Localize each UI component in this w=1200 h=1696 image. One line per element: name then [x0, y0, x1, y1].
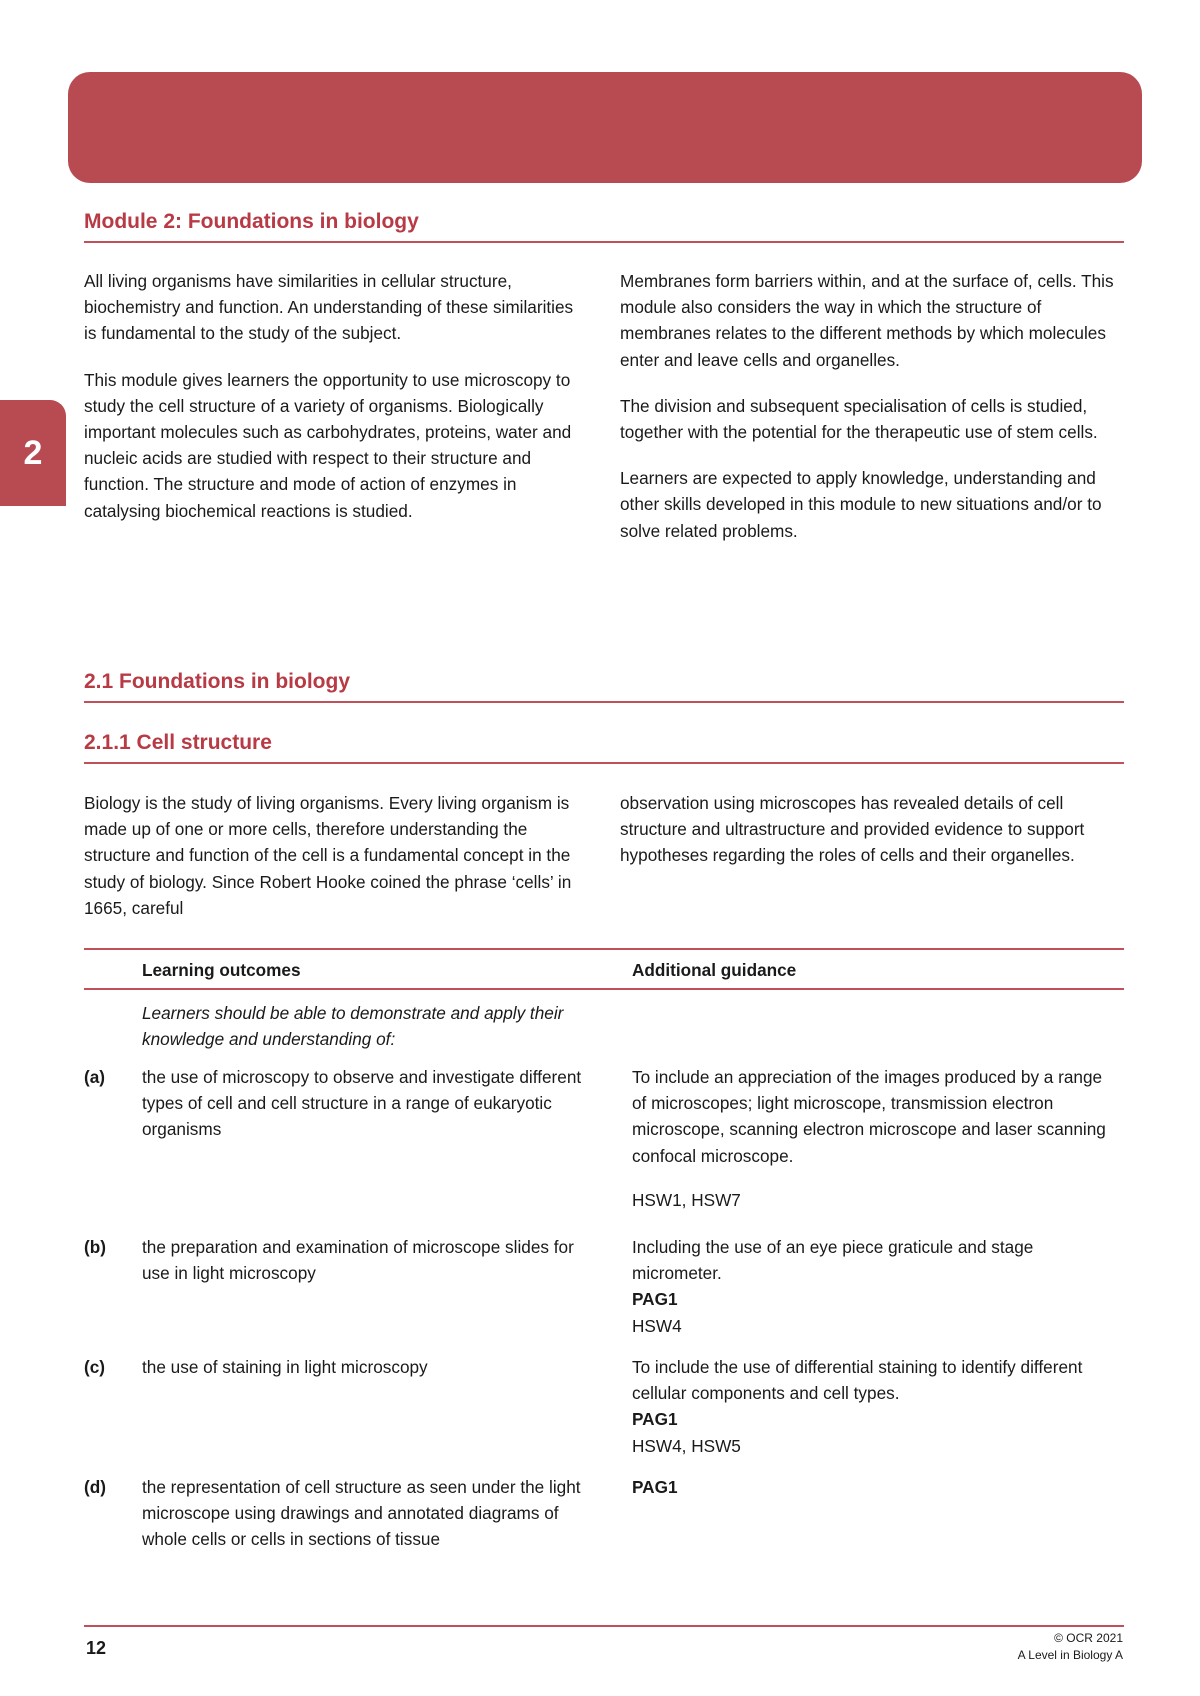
paragraph: This module gives learners the opportunity to use microscopy to study the cell structure of a variety of organisms. Biologically important molecules such as carbohydrates, proteins, water and nucleic acids are studied with respect to their structure and function. The structure and mode of action of enzymes in catalysing biochemical reactions is studied. — [84, 369, 572, 521]
section-heading: 2.1 Foundations in biology — [84, 670, 350, 693]
side-tab-label: 2 — [23, 433, 43, 472]
pag-code: PAG1 — [632, 1477, 678, 1497]
header-banner — [68, 72, 1142, 183]
module-side-tab — [0, 400, 66, 506]
header-learning-outcomes: Learning outcomes — [142, 960, 301, 980]
guidance-text: To include the use of differential staining to identify different cellular components and cell types. — [632, 1357, 1083, 1404]
page-number: 12 — [86, 1638, 107, 1658]
subsection-heading: 2.1.1 Cell structure — [84, 731, 272, 754]
paragraph: Membranes form barriers within, and at the surface of, cells. This module also considers the way in which the structure of membranes relates to the different methods by which molecules enter and leave cells and organelles. — [620, 271, 1114, 370]
row-label: (c) — [84, 1357, 106, 1377]
row-label: (d) — [84, 1477, 106, 1497]
learning-outcome: the preparation and examination of microscope slides for use in light microscopy — [142, 1237, 574, 1284]
additional-guidance — [632, 1474, 1112, 1500]
paragraph: The division and subsequent specialisation of cells is studied, together with the potential for the therapeutic use of stem cells. — [620, 395, 1098, 443]
learning-outcome: the use of microscopy to observe and investigate different types of cell and cell structure in a range of eukaryotic organisms — [142, 1067, 582, 1140]
header-additional-guidance: Additional guidance — [632, 960, 797, 980]
paragraph: All living organisms have similarities in cellular structure, biochemistry and function. An understanding of these similarities is fundamental to the study of the subject. — [84, 271, 574, 344]
footer-info — [1018, 1630, 1123, 1664]
guidance-text: To include an appreciation of the images produced by a range of microscopes; light microscope, transmission electron microscope, scanning electron microscope and laser scanning confocal microscope. — [632, 1067, 1106, 1166]
hsw-codes: HSW1, HSW7 — [632, 1189, 741, 1210]
table-header — [84, 948, 1124, 990]
row-label: (a) — [84, 1067, 106, 1087]
subsection-intro-right: observation using microscopes has revealed details of cell structure and ultrastructure and provided evidence to support hypotheses regarding the roles of cells and their organelles. — [620, 793, 1085, 866]
guidance-text: Including the use of an eye piece graticule and stage micrometer. — [632, 1237, 1034, 1284]
row-label: (b) — [84, 1237, 106, 1257]
divider — [84, 241, 1124, 243]
additional-guidance — [632, 1354, 1112, 1459]
table-intro: Learners should be able to demonstrate and apply their knowledge and understanding of: — [142, 1003, 564, 1050]
pag-code: PAG1 — [632, 1289, 678, 1310]
footer-divider — [84, 1625, 1124, 1627]
subsection-intro-left: Biology is the study of living organisms. Every living organism is made up of one or more cells, therefore understanding the structure and function of the cell is a fundamental concept in the study of biology. Since Robert Hooke coined the phrase ‘cells’ in 1665, careful — [84, 793, 572, 918]
copyright: © OCR 2021 — [1054, 1631, 1123, 1645]
qualification-name: A Level in Biology A — [1017, 1648, 1123, 1662]
divider — [84, 762, 1124, 764]
module-heading: Module 2: Foundations in biology — [84, 210, 419, 233]
module-intro-right — [620, 268, 1120, 564]
additional-guidance — [632, 1064, 1112, 1213]
additional-guidance — [632, 1234, 1112, 1339]
hsw-codes: HSW4 — [632, 1315, 682, 1336]
divider — [84, 701, 1124, 703]
paragraph: Learners are expected to apply knowledge, understanding and other skills developed in this module to new situations and/or to solve related problems. — [620, 468, 1102, 541]
module-intro-left — [84, 268, 574, 544]
hsw-codes: HSW4, HSW5 — [632, 1435, 741, 1456]
learning-outcome: the representation of cell structure as seen under the light microscope using drawings and annotated diagrams of whole cells or cells in sections of tissue — [142, 1477, 581, 1550]
learning-outcome: the use of staining in light microscopy — [142, 1357, 428, 1377]
pag-code: PAG1 — [632, 1409, 678, 1430]
